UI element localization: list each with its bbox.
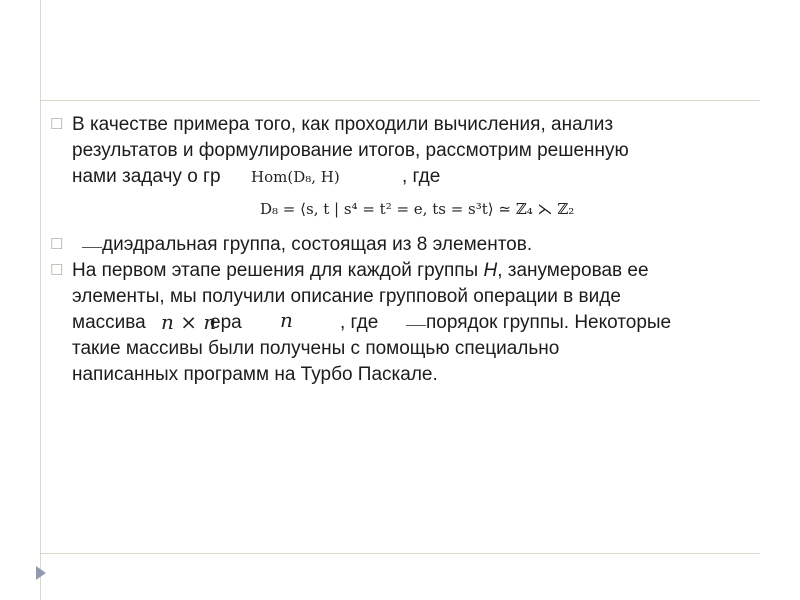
next-slide-arrow-icon[interactable]	[36, 566, 46, 580]
paragraph1-line2: результатов и формулирование итогов, рассмотрим решенную	[72, 140, 629, 161]
paragraph1-line1: В качестве примера того, как проходили вычисления, анализ	[72, 114, 614, 135]
paragraph1-line3-start: нами задачу о гр	[72, 166, 221, 187]
n-by-n-formula: n × n	[158, 310, 219, 334]
paragraph3-line3-c: , где	[340, 312, 379, 333]
n-formula: n	[280, 308, 293, 332]
paragraph1-line3-end: , где	[402, 166, 441, 187]
paragraph3-line3-b: ера	[210, 312, 242, 333]
dash-placeholder	[406, 325, 426, 326]
left-vertical-rule	[40, 0, 41, 600]
bullet-icon: ☐	[50, 262, 64, 279]
hom-formula: Hom(D₈, H)	[248, 168, 343, 186]
paragraph3-line3-a: массива	[72, 312, 146, 333]
d8-presentation-formula: D₈ = ⟨s, t | s⁴ = t² = e, ts = s³t⟩ ≃ ℤ₄ ⋋ ℤ₂	[260, 200, 575, 218]
paragraph3-line3-d: порядок группы. Некоторые	[426, 312, 672, 333]
dash-placeholder	[82, 247, 102, 248]
top-horizontal-rule	[40, 100, 760, 101]
bottom-horizontal-rule	[40, 553, 760, 554]
paragraph2-text: диэдральная группа, состоящая из 8 элементов.	[102, 234, 533, 255]
bullet-icon: ☐	[50, 236, 64, 253]
paragraph3-line2: элементы, мы получили описание групповой операции в виде	[72, 286, 621, 307]
paragraph3-line5: написанных программ на Турбо Паскале.	[72, 364, 438, 385]
bullet-icon: ☐	[50, 116, 64, 133]
paragraph3-line4: такие массивы были получены с помощью специально	[72, 338, 560, 359]
paragraph3-line1: На первом этапе решения для каждой группы H, занумеровав ее	[72, 260, 649, 281]
